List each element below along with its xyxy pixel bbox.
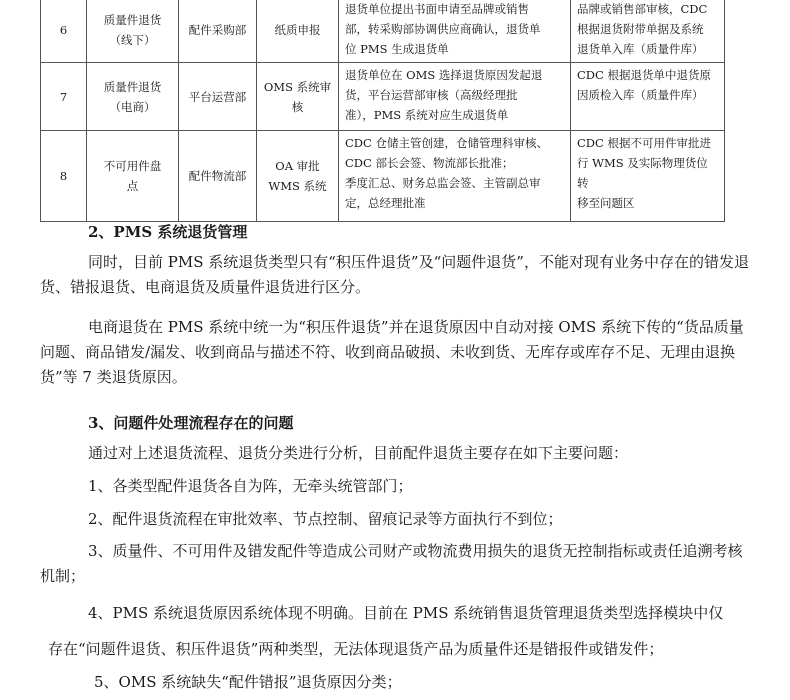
issue-item-4-continued: 存在“问题件退货、积压件退货”两种类型，无法体现退货产品为质量件还是错报件或错发件； <box>48 640 664 658</box>
department-cell: 配件采购部 <box>179 0 257 63</box>
department-cell: 配件物流部 <box>179 131 257 222</box>
row-number: 6 <box>41 0 87 63</box>
result-cell: 品牌或销售部审核，CDC 根据退货附带单据及系统 退货单入库（质量件库） <box>571 0 725 63</box>
result-cell: CDC 根据不可用件审批进 行 WMS 及实际物理货位转 移至问题区 <box>571 131 725 222</box>
table-row <box>41 131 725 222</box>
section-3-intro: 通过对上述退货流程、退货分类进行分析，目前配件退货主要存在如下主要问题： <box>88 444 629 462</box>
section-2-heading: 2、PMS 系统退货管理 <box>88 223 248 241</box>
process-cell: CDC 仓储主管创建，仓储管理科审核、 CDC 部长会签、物流部长批准； 季度汇总、财务总监会签、主管副总审 定，总经理批准 <box>339 131 571 222</box>
section-2-paragraph-2: 电商退货在 PMS 系统中统一为“积压件退货”并在退货原因中自动对接 OMS 系统下传的“货品质量问题、商品错发/漏发、收到商品与描述不符、收到商品破损、未收到货、无库存或库存不足、无理由退换货”等 7 类退货原因。 <box>40 318 744 386</box>
issue-item-3: 3、质量件、不可用件及错发配件等造成公司财产或物流费用损失的退货无控制指标或责任追溯考核机制； <box>40 542 743 585</box>
issue-item-5: 5、OMS 系统缺失“配件错报”退货原因分类； <box>94 673 402 691</box>
table-row <box>41 0 725 63</box>
return-type-cell: 质量件退货 （线下） <box>87 0 179 63</box>
section-3-heading: 3、问题件处理流程存在的问题 <box>88 414 294 432</box>
process-cell: 退货单位提出书面申请至品牌或销售 部，转采购部协调供应商确认，退货单 位 PMS 生成退货单 <box>339 0 571 63</box>
section-2-paragraph-1: 同时，目前 PMS 系统退货类型只有“积压件退货”及“问题件退货”，不能对现有业务中存在的错发退货、错报退货、电商退货及质量件退货进行区分。 <box>40 253 749 296</box>
method-cell: OMS 系统审核 <box>257 63 339 131</box>
result-cell: CDC 根据退货单中退货原 因质检入库（质量件库） <box>571 63 725 131</box>
table-row <box>41 63 725 131</box>
issue-item-4: 4、PMS 系统退货原因系统体现不明确。目前在 PMS 系统销售退货管理退货类型选择模块中仅 <box>88 604 724 622</box>
issue-item-1: 1、各类型配件退货各自为阵，无牵头统管部门； <box>88 477 413 495</box>
row-number: 7 <box>41 63 87 131</box>
return-type-cell: 不可用件盘 点 <box>87 131 179 222</box>
method-cell: 纸质申报 <box>257 0 339 63</box>
process-cell: 退货单位在 OMS 选择退货原因发起退 货，平台运营部审核（高级经理批 准），PMS 系统对应生成退货单 <box>339 63 571 131</box>
department-cell: 平台运营部 <box>179 63 257 131</box>
method-cell: OA 审批 WMS 系统 <box>257 131 339 222</box>
return-process-table <box>40 0 725 222</box>
issue-item-2: 2、配件退货流程在审批效率、节点控制、留痕记录等方面执行不到位； <box>88 510 563 528</box>
return-type-cell: 质量件退货 （电商） <box>87 63 179 131</box>
row-number: 8 <box>41 131 87 222</box>
